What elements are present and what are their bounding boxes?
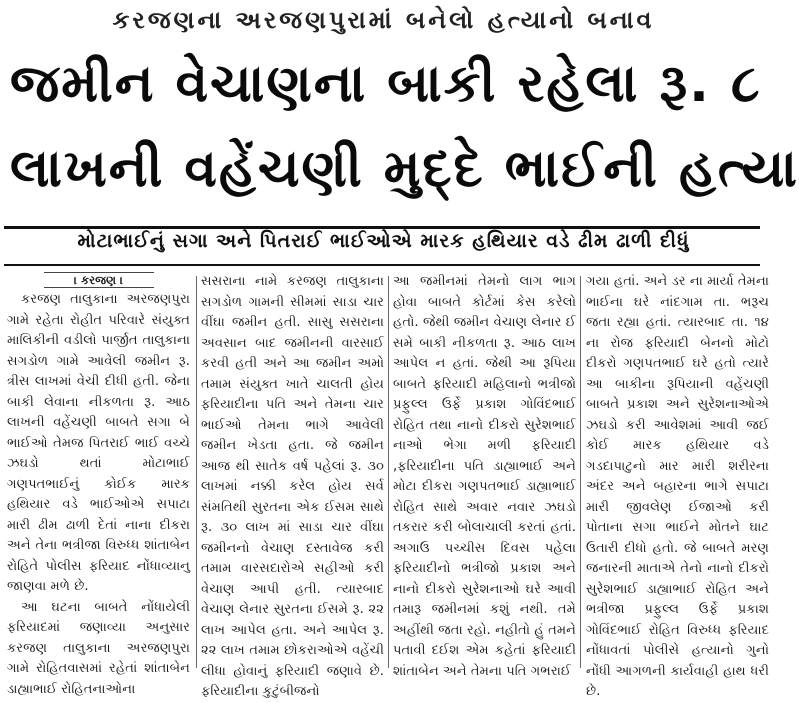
deck-subheadline: મોટાભાઈનું સગા અને પિતરાઈ ભાઈઓએ મારક હથિયાર વડે ઢીમ ઢાળી દીધું <box>77 230 690 252</box>
col1-paragraph-2: આ ઘટના બાબતે નોંધાયેલી ફરિયાદમાં જણાવ્યા અનુસાર કરજણ તાલુકાના અરજણપુરા ગામે રોહિતવાસમાં રહેતાં શાંતાબેન ડાહ્યાભાઈ રોહિતનાઓના <box>7 599 190 697</box>
kicker-headline: કરજણના અરજણપુરામાં બનેલો હત્યાનો બનાવ <box>112 6 655 34</box>
headline-line-1: જમીન વેચાણના બાકી રહેલા રૂ. ૮ <box>10 54 762 114</box>
col2-text: સસરાના નામે કરજણ તાલુકાના સગડોળ ગામની સીમમાં સાડા ચાર વીંઘા જમીન હતી. સાસુ સસરાના અવસાન બાદ જમીનની વારસાઈ કરવી હતી અને આ જમીન અમો તમામ સંયુક્ત ખાતે ચાલતી હોય ફરિયાદીના પતિ અને તેમના ચાર ભાઈઓ તેમના ભાગે આવેલી જમીન ખેડતા હતા. જે જમીન આજ થી સાતેક વર્ષ પહેલાં રૂ. ૩૦ લાખમાં નક્કી કરેલ હોય સર્વ સંમતિથી સુરતના એક ઈસમ સાથે રૂ. ૩૦ લાખ માં સાડા ચાર વીંઘા જમીનનો વેચાણ દસ્તાવેજ કરી તમામ વારસદારોએ સહીઓ કરી વેચાણ આપી હતી. ત્યારબાદ વેચાણ લેનાર સુરતના ઈસમે રૂ. ૨૨ લાખ આપેલ હતા. અને આપેલ રૂ. ૨૨ લાખ તમામ છોકરાઓએ વહેંચી લીધા હોવાનું ફરિયાદી જણાવે છે. ફરિયાદીના કુટુંબીજનો <box>201 274 384 699</box>
deck-rule-top <box>4 226 760 229</box>
col4-text: ગયા હતાં. અને ડર ના માર્યા તેમના ભાઈના ઘરે નાંદગામ તા. ભરૂચ જતા રહ્યા હતાં. ત્યારબાદ તા. ૧૪ ના રોજ ફરિયાદી બેનનો મોટો દીકરો ગણપતભાઈ ઘરે હતો ત્યારે આ બાકીના રૂપિયાની વહેંચણી બાબતે પ્રકાશ અને સુરેશનાઓએ ઝઘડો કરી આવેશમાં આવી જઈ કોઈ મારક હથિયાર વડે ગડદાપાટુનો માર મારી શરીરના અંદર અને બહારના ભાગે સપાટા મારી જીવલેણ ઈજાઓ કરી પોતાના સગા ભાઈને મોતને ઘાટ ઉતારી દીધો હતો. જે બાબતે મરણ જનારની માતાએ તેનો નાનો દીકરો સુરેશભાઈ ડાહ્યાભાઈ રોહિત અને ભત્રીજા પ્રફુલ્લ ઉર્ફે પ્રકાશ ગોવિંદભાઈ રોહિત વિરુધ્ધ ફરિયાદ નોંધાવતાં પોલીસે હત્યાનો ગુનો નોંધી આગળની કાર્યવાહી હાથ ધરી છે. <box>586 274 769 699</box>
column-separator <box>388 276 389 668</box>
column-3 <box>393 272 576 679</box>
deck-rule-bottom <box>4 264 760 266</box>
col3-text: આ જમીનમાં તેમનો લાગ ભાગ હોવા બાબતે કોર્ટમાં કેસ કરેલો હતો. જેથી જમીન વેચાણ લેનાર ઈ સમે બાકી નીકળતા રૂ. આઠ લાખ આપેલ ન હતાં. જેથી આ રૂપિયા બાબતે ફરિયાદી મહિલાનો ભત્રીજો પ્રફુલ્લ ઉર્ફે પ્રકાશ ગોવિંદભાઈ રોહિત તથા નાનો દીકરો સુરેશભાઈ નાઓ ભેગા મળી ફરિયાદી ,ફરિયાદીના પતિ ડાહ્યાભાઈ અને મોટા દીકરા ગણપતભાઈ ડાહ્યાભાઈ રોહિત સાથે અવાર નવાર ઝઘડો તકરાર કરી બોલાચાલી કરતાં હતાં. અગાઉ પચ્ચીસ દિવસ પહેલા ફરિયાદીનો ભત્રીજો પ્રકાશ અને નાનો દીકરો સુરેશનાઓ ઘરે આવી તમારૂ જમીનમાં કશું નથી. તમે અહીંથી જતા રહો. નહીતો હું તમને પતાવી દઈશ એમ કહેતાં ફરિયાદી શાંતાબેન અને તેમના પતિ ગભરાઈ <box>393 274 576 679</box>
dateline: । કરજણ । <box>44 272 154 288</box>
headline-line-2: લાખની વહેંચણી મુદ્દે ભાઈની હત્યા <box>10 139 799 199</box>
column-separator <box>580 276 581 668</box>
column-2 <box>201 272 384 699</box>
column-1 <box>7 272 190 697</box>
column-4 <box>586 272 769 699</box>
col1-paragraph-1: કરજણ તાલુકાના અરજણપુરા ગામે રહેતા રોહીત પરિવારે સંયુક્ત માલિકીની વડીલો પાર્જીત તાલુકાના સગડોળ ગામે આવેલી જમીન રૂ. ત્રીસ લાખમાં વેચી દીધી હતી. જેના બાકી લેવાના નીકળતા રૂ. આઠ લાખની વહેંચણી બાબતે સગા બે ભાઈઓ તેમજ પિતરાઈ ભાઈ વચ્ચે ઝઘડો થતાં મોટાભાઈ ગણપતભાઈનું કોઈક મારક હથિયાર વડે ભાઈઓએ સપાટા મારી ઢીમ ઢાળી દેતાં નાના દીકરા અને તેના ભત્રીજા વિરુધ્ધ શાંતાબેન રોહિતે પોલીસ ફરિયાદ નોંધાવ્યાનુ જાણવા મળે છે. <box>7 292 190 594</box>
column-separator <box>196 276 197 668</box>
